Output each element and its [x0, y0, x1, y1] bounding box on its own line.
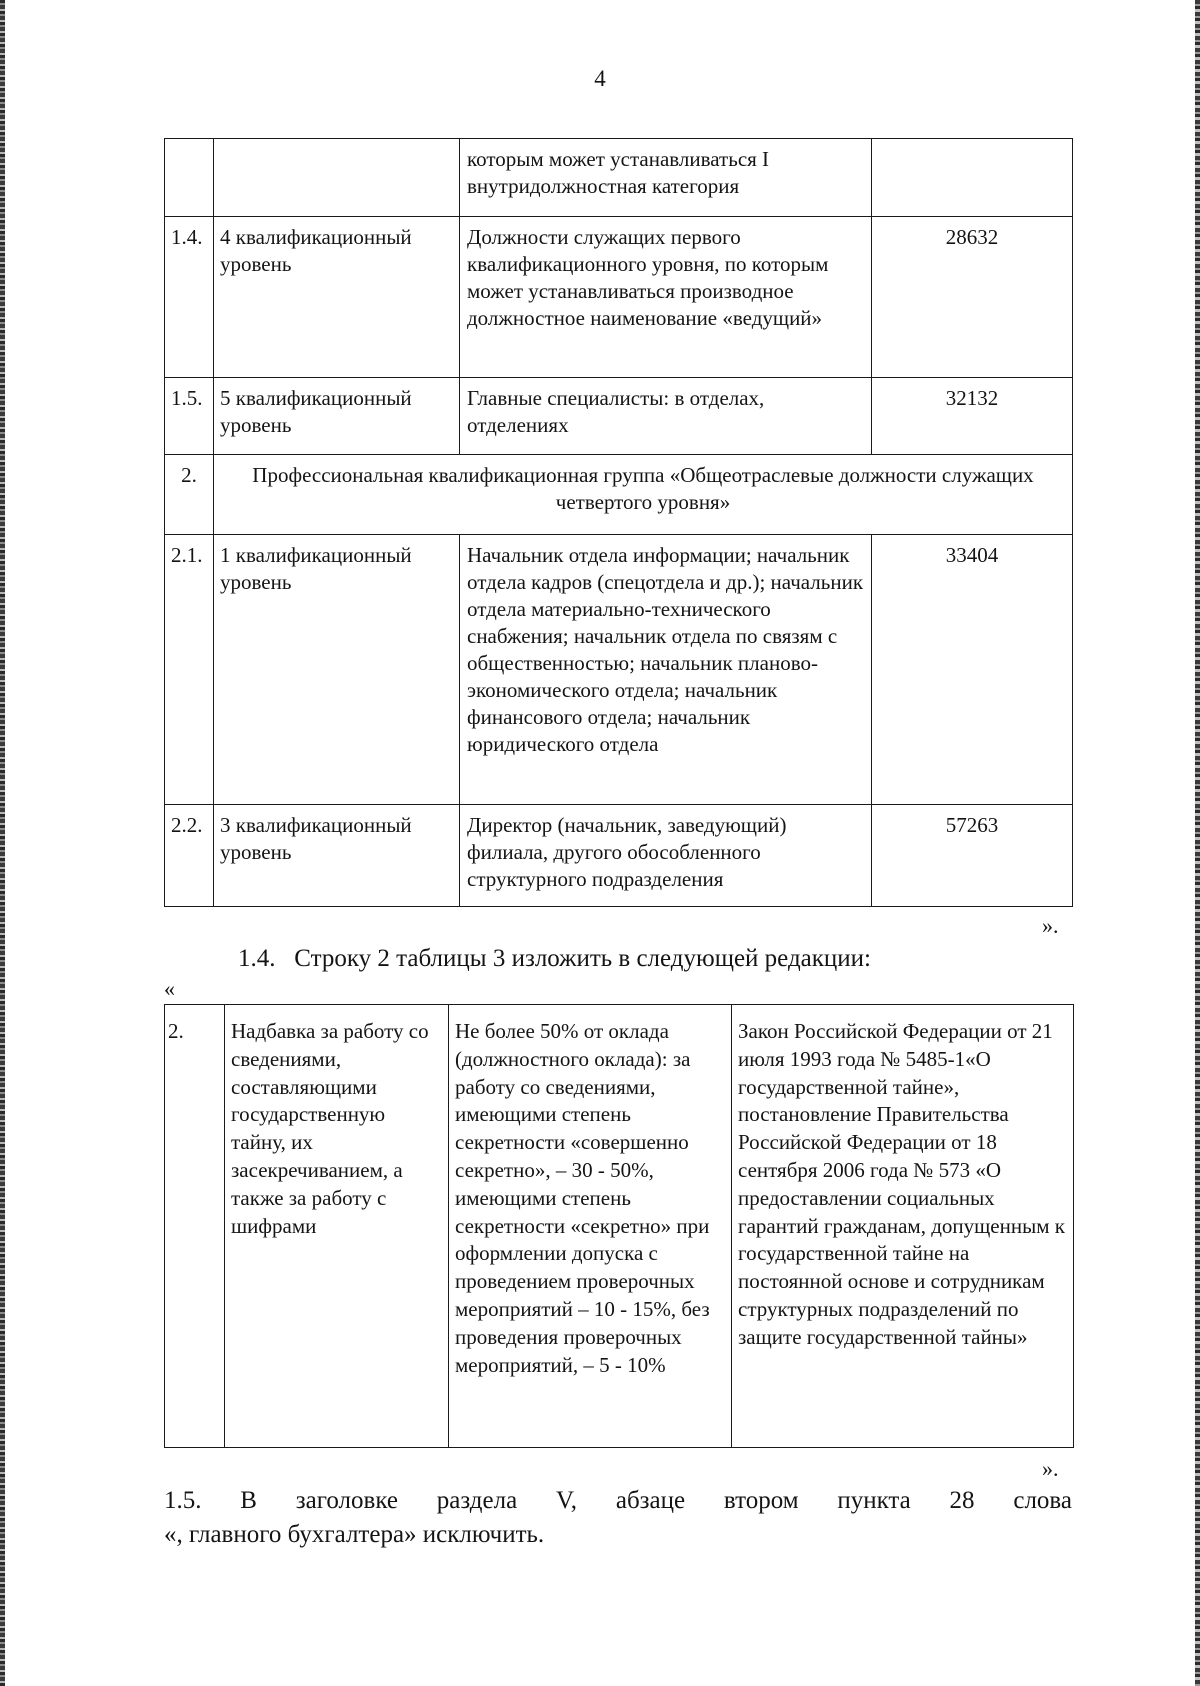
qualification-level: 3 квалификационный уровень	[214, 805, 460, 907]
paragraph-1-4: 1.4. Строку 2 таблицы 3 изложить в следующей редакции:	[238, 945, 871, 972]
paragraph-1-5: 1.5. В заголовке раздела V, абзаце втором пункта 28 слова	[164, 1487, 1072, 1514]
bonus-amount: Не более 50% от оклада (должностного оклада): за работу со сведениями, имеющими степень секретности «совершенно секретно», – 30 - 50%, имеющими степень секретности «секретно» при оформлении допуска с проведением проверочных мероприятий – 10 - 15%, без проведения проверочных мероприятий, – 5 - 10%	[449, 1005, 732, 1448]
row-number: 1.5.	[165, 378, 214, 455]
closing-quote: ».	[1042, 1456, 1059, 1481]
qualification-level: 1 квалификационный уровень	[214, 535, 460, 805]
table-row	[165, 1005, 1074, 1448]
salary-value	[872, 139, 1073, 217]
position-description: Начальник отдела информации; начальник отдела кадров (спецотдела и др.); начальник отдела материально-технического снабжения; начальник отдела по связям с общественностью; начальник планово-экономического отдела; начальник финансового отдела; начальник юридического отдела	[460, 535, 872, 805]
group-number: 2.	[165, 455, 214, 535]
salary-value: 33404	[872, 535, 1073, 805]
row-number: 2.1.	[165, 535, 214, 805]
row-number: 1.4.	[165, 217, 214, 378]
qualification-level	[214, 139, 460, 217]
row-number: 2.2.	[165, 805, 214, 907]
bonus-name: Надбавка за работу со сведениями, составляющими государственную тайну, их засекречиванием, а также за работу с шифрами	[225, 1005, 449, 1448]
scan-edge-right	[1195, 0, 1200, 1686]
scan-edge-left	[0, 0, 5, 1686]
opening-quote: «	[164, 976, 175, 1001]
position-description: которым может устанавливаться I внутридолжностная категория	[460, 139, 872, 217]
table-row	[165, 378, 1073, 455]
salary-value: 57263	[872, 805, 1073, 907]
legal-basis: Закон Российской Федерации от 21 июля 1993 года № 5485-1«О государственной тайне», постановление Правительства Российской Федерации от 18 сентября 2006 года № 573 «О предоставлении социальных гарантий гражданам, допущенным к государственной тайне на постоянной основе и сотрудникам структурных подразделений по защите государственной тайны»	[732, 1005, 1074, 1448]
salary-table	[164, 138, 1073, 907]
row-number: 2.	[165, 1005, 225, 1448]
table-row	[165, 805, 1073, 907]
table-row	[165, 535, 1073, 805]
closing-quote: ».	[1042, 913, 1059, 938]
row-number	[165, 139, 214, 217]
table-row	[165, 217, 1073, 378]
position-description: Директор (начальник, заведующий) филиала, другого обособленного структурного подразделения	[460, 805, 872, 907]
table-row	[165, 139, 1073, 217]
table-group-row	[165, 455, 1073, 535]
position-description: Должности служащих первого квалификационного уровня, по которым может устанавливаться производное должностное наименование «ведущий»	[460, 217, 872, 378]
bonus-table	[164, 1004, 1074, 1448]
position-description: Главные специалисты: в отделах, отделениях	[460, 378, 872, 455]
qualification-level: 5 квалификационный уровень	[214, 378, 460, 455]
page-number: 4	[594, 66, 606, 91]
paragraph-1-5-continuation: «, главного бухгалтера» исключить.	[164, 1521, 545, 1548]
group-title: Профессиональная квалификационная группа «Общеотраслевые должности служащих четвертого уровня»	[214, 455, 1073, 535]
salary-value: 32132	[872, 378, 1073, 455]
salary-value: 28632	[872, 217, 1073, 378]
qualification-level: 4 квалификационный уровень	[214, 217, 460, 378]
